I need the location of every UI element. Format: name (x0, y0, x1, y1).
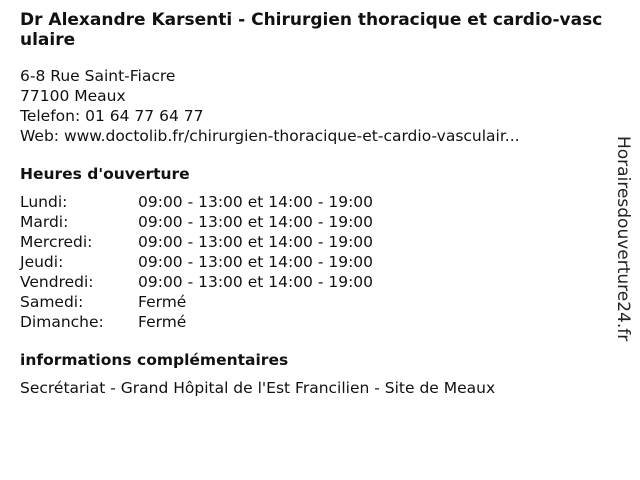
hours-table (20, 192, 605, 332)
hours-heading: Heures d'ouverture (20, 165, 190, 183)
business-card (20, 10, 605, 398)
hours-row (20, 252, 605, 272)
website-link[interactable]: Web: www.doctolib.fr/chirurgien-thoracique-et-cardio-vasculair... (20, 127, 520, 145)
info-heading: informations complémentaires (20, 351, 289, 369)
hours-time: Fermé (138, 313, 187, 331)
hours-day: Jeudi: (20, 253, 64, 271)
hours-day: Lundi: (20, 193, 68, 211)
hours-row (20, 232, 605, 252)
hours-time: 09:00 - 13:00 et 14:00 - 19:00 (138, 193, 374, 211)
watermark (612, 134, 634, 344)
address-city: 77100 Meaux (20, 87, 126, 105)
address-block (20, 66, 605, 146)
hours-day: Dimanche: (20, 313, 104, 331)
phone-number: Telefon: 01 64 77 64 77 (20, 107, 204, 125)
hours-row (20, 192, 605, 212)
hours-day: Vendredi: (20, 273, 94, 291)
address-street: 6-8 Rue Saint-Fiacre (20, 67, 176, 85)
hours-time: 09:00 - 13:00 et 14:00 - 19:00 (138, 253, 374, 271)
hours-row (20, 292, 605, 312)
hours-day: Samedi: (20, 293, 84, 311)
hours-day: Mardi: (20, 213, 69, 231)
hours-row (20, 272, 605, 292)
info-text: Secrétariat - Grand Hôpital de l'Est Francilien - Site de Meaux (20, 379, 496, 397)
hours-row (20, 212, 605, 232)
page-title: Dr Alexandre Karsenti - Chirurgien thoracique et cardio-vasculaire (20, 10, 603, 50)
hours-day: Mercredi: (20, 233, 93, 251)
hours-time: 09:00 - 13:00 et 14:00 - 19:00 (138, 213, 374, 231)
hours-time: Fermé (138, 293, 187, 311)
hours-row (20, 312, 605, 332)
hours-time: 09:00 - 13:00 et 14:00 - 19:00 (138, 273, 374, 291)
watermark-text: Horairesdouverture24.fr (613, 136, 633, 342)
hours-time: 09:00 - 13:00 et 14:00 - 19:00 (138, 233, 374, 251)
